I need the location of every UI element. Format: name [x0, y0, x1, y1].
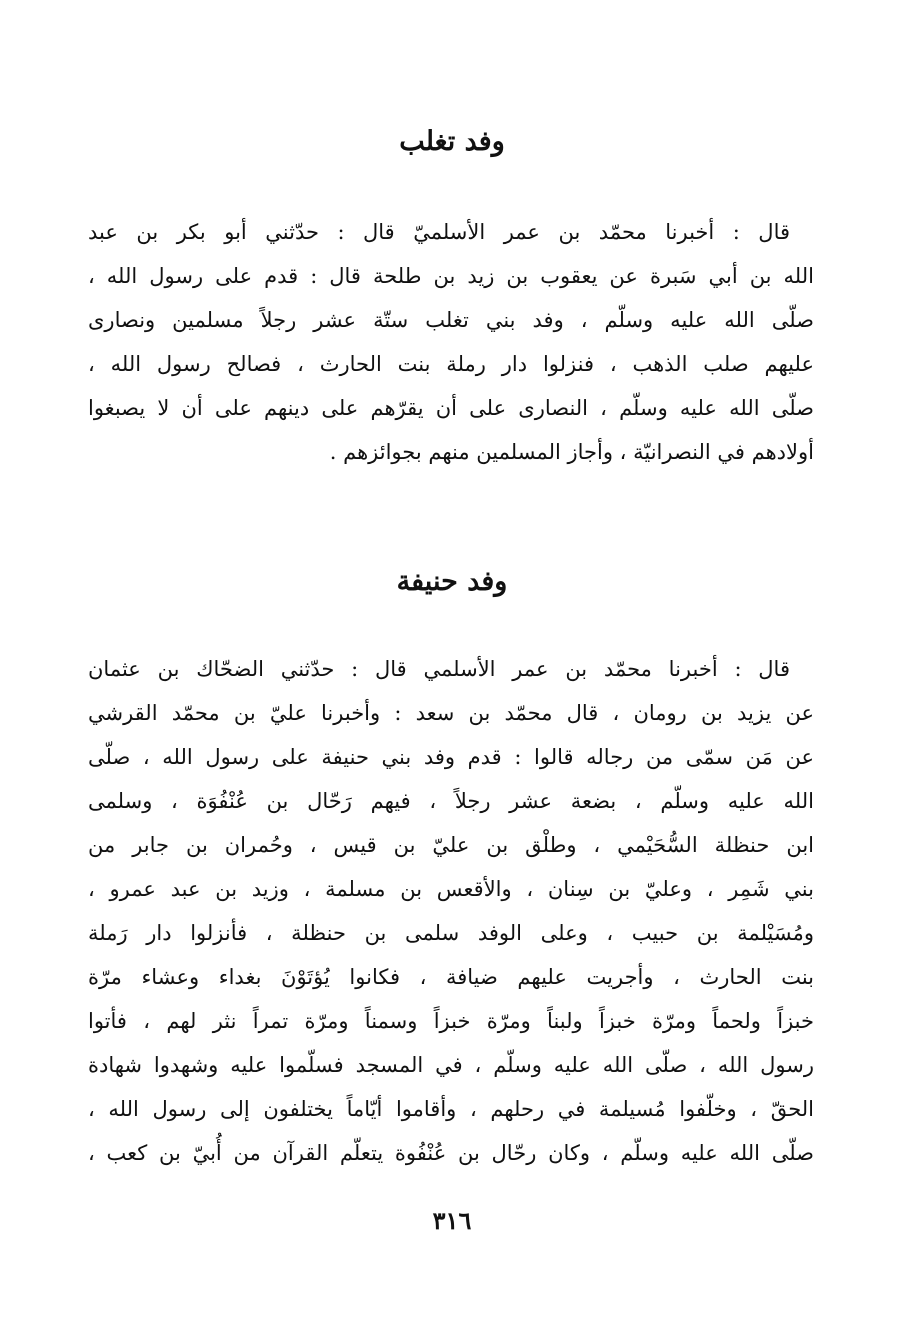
page-number: ٣١٦	[432, 1206, 472, 1235]
text-line: صلّى الله عليه وسلّم ، وكان رحّال بن عُنْفُوة يتعلّم القرآن من أُبيّ بن كعب ،	[88, 1141, 814, 1165]
text-line: بنت الحارث ، وأجريت عليهم ضيافة ، فكانوا يُؤتَوْنَ بغداء وعشاء مرّة	[88, 965, 814, 989]
text-line: عليهم صلب الذهب ، فنزلوا دار رملة بنت الحارث ، فصالح رسول الله ،	[88, 352, 815, 376]
section-body-taghlib	[88, 210, 814, 474]
text-line: الله عليه وسلّم ، بضعة عشر رجلاً ، فيهم رَحّال بن عُنْفُوَة ، وسلمى	[88, 789, 814, 813]
text-line: خبزاً ولحماً ومرّة خبزاً ولبناً ومرّة خبزاً وسمناً ومرّة تمراً نثر لهم ، فأتوا	[88, 1009, 814, 1033]
text-line: رسول الله ، صلّى الله عليه وسلّم ، في المسجد فسلّموا عليه وشهدوا شهادة	[88, 1053, 814, 1077]
text-line: قال : أخبرنا محمّد بن عمر الأسلمي قال : حدّثني الضحّاك بن عثمان	[88, 657, 790, 681]
text-line: أولادهم في النصرانيّة ، وأجاز المسلمين منهم بجوائزهم .	[329, 440, 814, 464]
text-line: صلّى الله عليه وسلّم ، وفد بني تغلب ستّة عشر رجلاً مسلمين ونصارى	[88, 308, 814, 332]
text-line: قال : أخبرنا محمّد بن عمر الأسلميّ قال : حدّثني أبو بكر بن عبد	[88, 220, 790, 244]
text-line: ومُسَيْلمة بن حبيب ، وعلى الوفد سلمى بن حنظلة ، فأنزلوا دار رَملة	[88, 921, 814, 945]
text-line: عن يزيد بن رومان ، قال محمّد بن سعد : وأخبرنا عليّ بن محمّد القرشي	[88, 701, 814, 725]
section-title-hanifa: وفد حنيفة	[396, 566, 508, 597]
text-line: ابن حنظلة السُّحَيْمي ، وطلْق بن عليّ بن قيس ، وحُمران بن جابر من	[88, 833, 814, 857]
section-title-taghlib: وفد تغلب	[399, 126, 505, 157]
text-line: الحقّ ، وخلّفوا مُسيلمة في رحلهم ، وأقاموا أيّاماً يختلفون إلى رسول الله ،	[88, 1097, 814, 1121]
text-line: صلّى الله عليه وسلّم ، النصارى على أن يقرّهم على دينهم على أن لا يصبغوا	[88, 396, 814, 420]
text-line: عن مَن سمّى من رجاله قالوا : قدم وفد بني حنيفة على رسول الله ، صلّى	[88, 745, 814, 769]
section-body-hanifa	[88, 647, 814, 1175]
text-line: بني شَمِر ، وعليّ بن سِنان ، والأقعس بن مسلمة ، وزيد بن عبد عمرو ،	[88, 877, 814, 901]
text-line: الله بن أبي سَبرة عن يعقوب بن زيد بن طلحة قال : قدم على رسول الله ،	[88, 264, 814, 288]
